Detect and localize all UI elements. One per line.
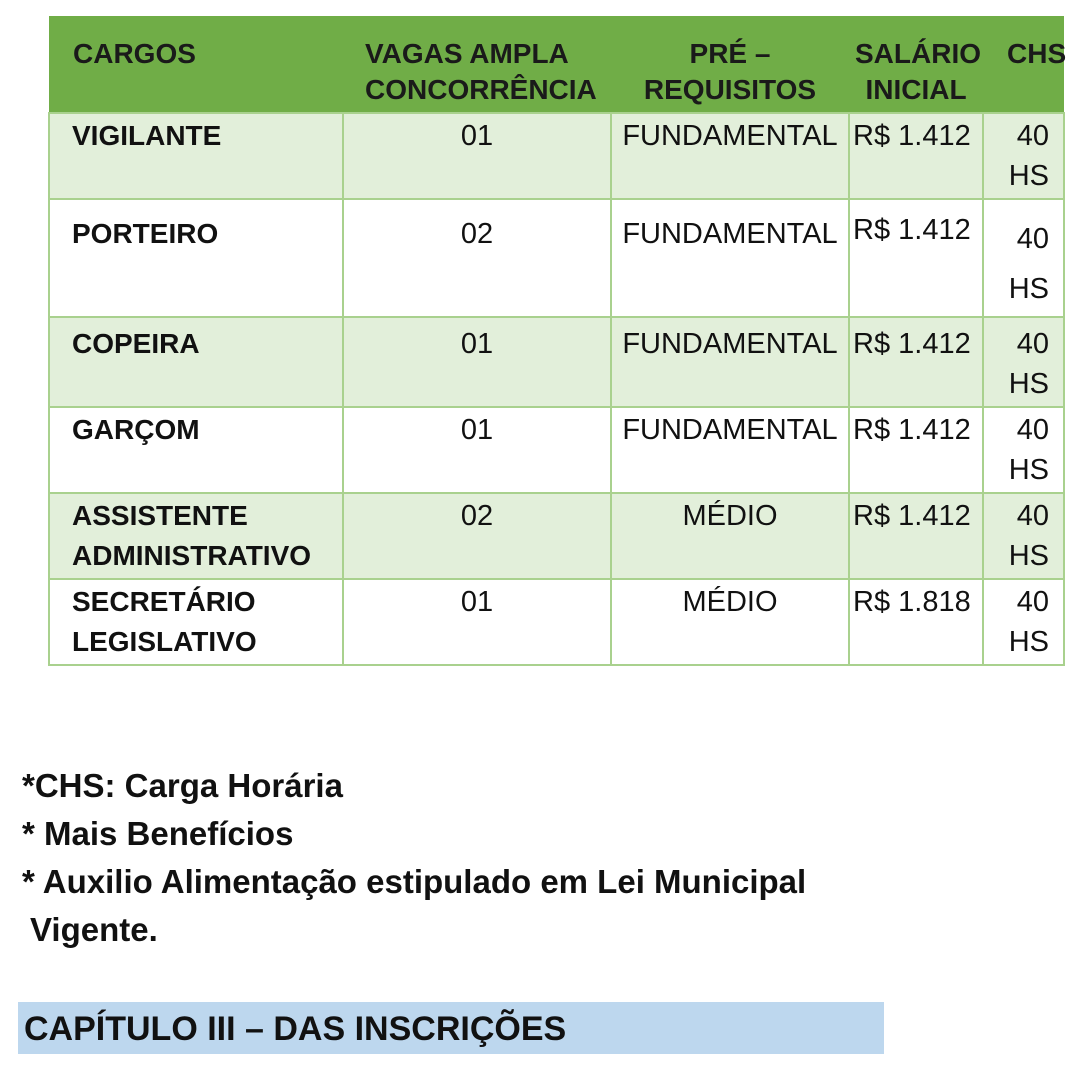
table-row [49, 317, 1064, 407]
cell-salario: R$ 1.818 [849, 579, 983, 665]
cell-vagas: 01 [343, 317, 611, 407]
header-vagas [343, 16, 611, 113]
notes-block [22, 762, 922, 954]
cell-salario: R$ 1.412 [849, 407, 983, 493]
header-pre-requisitos [611, 16, 849, 113]
vagas-table [48, 16, 1065, 666]
header-pre-line1: PRÉ – [689, 38, 771, 69]
header-vagas-line2: CONCORRÊNCIA [365, 74, 597, 105]
header-salario-line1: SALÁRIO [855, 38, 981, 69]
cell-chs: 40 HS [983, 493, 1064, 579]
note-beneficios: * Mais Benefícios [22, 815, 294, 852]
cell-chs: 40 HS [983, 199, 1064, 317]
cell-requisito: FUNDAMENTAL [611, 199, 849, 317]
table-row [49, 579, 1064, 665]
cell-salario: R$ 1.412 [849, 493, 983, 579]
cell-cargo: VIGILANTE [49, 113, 343, 199]
chapter-heading [18, 1002, 884, 1054]
cell-cargo: ASSISTENTE ADMINISTRATIVO [49, 493, 343, 579]
cell-vagas: 01 [343, 407, 611, 493]
cell-chs: 40 HS [983, 113, 1064, 199]
table-row [49, 199, 1064, 317]
cell-cargo: COPEIRA [49, 317, 343, 407]
cell-salario: R$ 1.412 [849, 317, 983, 407]
cell-vagas: 01 [343, 579, 611, 665]
cell-salario: R$ 1.412 [849, 199, 983, 317]
cell-cargo: PORTEIRO [49, 199, 343, 317]
cell-vagas: 01 [343, 113, 611, 199]
header-vagas-line1: VAGAS AMPLA [365, 38, 569, 69]
vagas-table-container [48, 16, 1067, 666]
cell-requisito: FUNDAMENTAL [611, 113, 849, 199]
cell-requisito: FUNDAMENTAL [611, 407, 849, 493]
note-auxilio-line1: * Auxilio Alimentação estipulado em Lei Municipal [22, 863, 807, 900]
note-chs: *CHS: Carga Horária [22, 767, 343, 804]
table-row [49, 407, 1064, 493]
table-header-row [49, 16, 1064, 113]
chapter-title: CAPÍTULO III – DAS INSCRIÇÕES [24, 1010, 567, 1048]
table-row [49, 113, 1064, 199]
cell-cargo: SECRETÁRIO LEGISLATIVO [49, 579, 343, 665]
cell-vagas: 02 [343, 199, 611, 317]
cell-requisito: FUNDAMENTAL [611, 317, 849, 407]
cell-chs: 40 HS [983, 579, 1064, 665]
header-chs: CHS [983, 16, 1064, 113]
header-salario [849, 16, 983, 113]
cell-salario: R$ 1.412 [849, 113, 983, 199]
cell-vagas: 02 [343, 493, 611, 579]
cell-cargo: GARÇOM [49, 407, 343, 493]
cell-requisito: MÉDIO [611, 579, 849, 665]
table-row [49, 493, 1064, 579]
cell-chs: 40 HS [983, 317, 1064, 407]
cell-chs: 40 HS [983, 407, 1064, 493]
cell-requisito: MÉDIO [611, 493, 849, 579]
note-auxilio-line2: Vigente. [30, 911, 158, 948]
header-salario-line2: INICIAL [865, 74, 967, 105]
header-pre-line2: REQUISITOS [643, 74, 817, 105]
header-cargos: CARGOS [49, 16, 343, 113]
